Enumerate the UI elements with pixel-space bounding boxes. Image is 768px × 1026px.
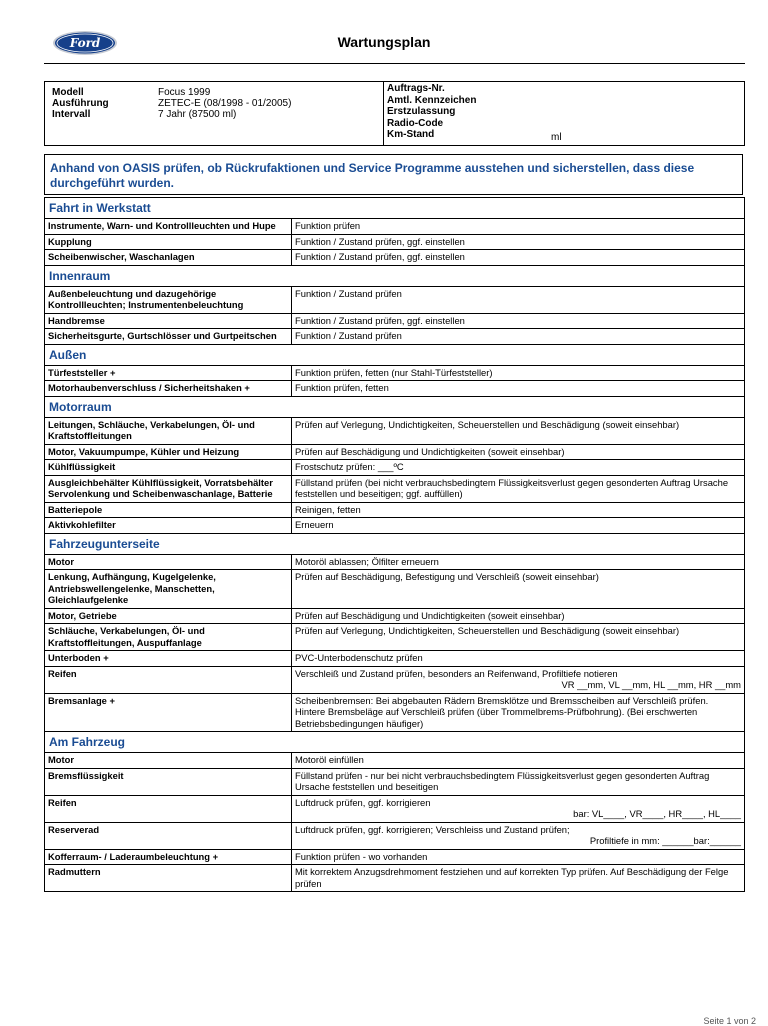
item-cell: Kofferraum- / Laderaumbeleuchtung +: [45, 849, 292, 865]
action-text: Funktion prüfen: [295, 220, 361, 231]
item-cell: Motor, Getriebe: [45, 608, 292, 624]
action-cell: [292, 651, 745, 667]
action-text: Erneuern: [295, 519, 334, 530]
action-text: Luftdruck prüfen, ggf. korrigieren; Verschleiss und Zustand prüfen;: [295, 823, 570, 835]
logo-text: Ford: [69, 36, 101, 50]
order-no-label: Auftrags-Nr.: [387, 83, 445, 94]
section-title: Außen: [45, 344, 745, 365]
item-cell: Kühlflüssigkeit: [45, 460, 292, 476]
action-text: Funktion / Zustand prüfen: [295, 287, 402, 299]
item-cell: Instrumente, Warn- und Kontrollleuchten und Hupe: [45, 219, 292, 235]
page-title: Wartungsplan: [337, 34, 431, 50]
model-label: Modell: [52, 87, 84, 98]
table-row: [45, 365, 745, 381]
table-row: [45, 518, 745, 534]
action-text: Luftdruck prüfen, ggf. korrigieren: [295, 796, 431, 808]
table-row: [45, 502, 745, 518]
measurement-fields: Profiltiefe in mm: ______bar:______: [589, 835, 741, 846]
action-cell: [292, 753, 745, 769]
order-details: [387, 83, 476, 141]
item-cell: Handbremse: [45, 313, 292, 329]
item-cell: Sicherheitsgurte, Gurtschlösser und Gurtpeitschen: [45, 329, 292, 345]
action-cell: [292, 417, 745, 444]
maintenance-table: [44, 197, 745, 892]
version-value: ZETEC-E (08/1998 - 01/2005): [158, 98, 292, 109]
item-cell: Bremsflüssigkeit: [45, 768, 292, 795]
action-text: Funktion prüfen, fetten: [295, 382, 389, 393]
item-cell: Aktivkohlefilter: [45, 518, 292, 534]
section-title: Innenraum: [45, 265, 745, 286]
action-cell: [292, 313, 745, 329]
table-row: [45, 475, 745, 502]
item-cell: Motor: [45, 554, 292, 570]
table-row: [45, 219, 745, 235]
section-header-row: [45, 265, 745, 286]
action-cell: [292, 502, 745, 518]
item-cell: Lenkung, Aufhängung, Kugelgelenke, Antriebswellengelenke, Manschetten, Gleichlaufgelenke: [45, 570, 292, 609]
section-header-row: [45, 533, 745, 554]
item-cell: Reserverad: [45, 822, 292, 849]
action-cell: [292, 518, 745, 534]
recall-notice: Anhand von OASIS prüfen, ob Rückrufaktionen und Service Programme ausstehen und sicherstellen, dass diese durchgeführt wurden.: [44, 154, 743, 195]
first-registration-label: Erstzulassung: [387, 106, 456, 118]
action-cell: [292, 849, 745, 865]
table-row: [45, 250, 745, 266]
section-title: Fahrt in Werkstatt: [45, 198, 745, 219]
header-divider: [44, 63, 745, 64]
table-row: [45, 286, 745, 313]
action-text: Prüfen auf Beschädigung und Undichtigkeiten (soweit einsehbar): [295, 445, 565, 457]
interval-value: 7 Jahr (87500 ml): [158, 109, 237, 120]
action-cell: [292, 554, 745, 570]
action-cell: [292, 286, 745, 313]
measurement-fields: VR __mm, VL __mm, HL __mm, HR __mm: [561, 679, 741, 690]
action-text: Mit korrektem Anzugsdrehmoment festziehen und auf korrekten Typ prüfen. Auf Beschädigung der Felge prüfen: [295, 866, 729, 889]
vehicle-info-box: [44, 81, 745, 146]
item-cell: Reifen: [45, 795, 292, 822]
action-cell: [292, 822, 745, 849]
action-text: Funktion / Zustand prüfen, ggf. einstellen: [295, 314, 465, 326]
action-cell: [292, 381, 745, 397]
action-text: PVC-Unterbodenschutz prüfen: [295, 652, 423, 663]
item-cell: Scheibenwischer, Waschanlagen: [45, 250, 292, 266]
measurement-fields: bar: VL____, VR____, HR____, HL____: [573, 808, 741, 819]
action-text: Füllstand prüfen (bei nicht verbrauchsbedingtem Flüssigkeitsverlust gegen gesonderten Auftrag Ursache feststellen und beseitigen; ggf. auffüllen): [295, 476, 729, 499]
action-text: Frostschutz prüfen: ___ºC: [295, 461, 404, 472]
table-row: [45, 460, 745, 476]
action-cell: [292, 608, 745, 624]
table-row: [45, 329, 745, 345]
item-cell: Kupplung: [45, 234, 292, 250]
item-cell: Leitungen, Schläuche, Verkabelungen, Öl- und Kraftstoffleitungen: [45, 417, 292, 444]
action-cell: [292, 475, 745, 502]
table-row: [45, 234, 745, 250]
km-label: Km-Stand: [387, 129, 435, 141]
action-text: Verschleiß und Zustand prüfen, besonders an Reifenwand, Profiltiefe notieren: [295, 667, 618, 679]
table-row: [45, 608, 745, 624]
model-value: Focus 1999: [158, 87, 211, 98]
table-row: [45, 768, 745, 795]
item-cell: Radmuttern: [45, 865, 292, 892]
radio-code-label: Radio-Code: [387, 117, 444, 129]
vehicle-details: [52, 87, 291, 120]
table-row: [45, 865, 745, 892]
action-cell: [292, 219, 745, 235]
item-cell: Bremsanlage +: [45, 693, 292, 732]
action-cell: [292, 768, 745, 795]
action-text: Funktion / Zustand prüfen, ggf. einstellen: [295, 235, 465, 247]
plate-label: Amtl. Kennzeichen: [387, 94, 477, 106]
section-header-row: [45, 732, 745, 753]
action-text: Funktion / Zustand prüfen: [295, 330, 402, 341]
info-divider: [383, 82, 384, 145]
action-text: Motoröl ablassen; Ölfilter erneuern: [295, 555, 439, 567]
action-cell: [292, 865, 745, 892]
action-cell: [292, 460, 745, 476]
action-cell: [292, 444, 745, 460]
table-row: [45, 624, 745, 651]
table-row: [45, 822, 745, 849]
section-title: Am Fahrzeug: [45, 732, 745, 753]
table-row: [45, 417, 745, 444]
section-header-row: [45, 344, 745, 365]
item-cell: Batteriepole: [45, 502, 292, 518]
section-title: Fahrzeugunterseite: [45, 533, 745, 554]
table-row: [45, 651, 745, 667]
table-row: [45, 795, 745, 822]
page-footer: Seite 1 von 2: [703, 1016, 756, 1026]
version-label: Ausführung: [52, 98, 109, 109]
item-cell: Motor: [45, 753, 292, 769]
action-cell: [292, 250, 745, 266]
section-header-row: [45, 198, 745, 219]
action-text: Füllstand prüfen - nur bei nicht verbrauchsbedingtem Flüssigkeitsverlust gegen gesonderten Auftrag Ursache feststellen und beseitigen: [295, 769, 710, 792]
item-cell: Außenbeleuchtung und dazugehörige Kontrollleuchten; Instrumentenbeleuchtung: [45, 286, 292, 313]
action-cell: [292, 365, 745, 381]
table-row: [45, 570, 745, 609]
table-row: [45, 753, 745, 769]
item-cell: Ausgleichbehälter Kühlflüssigkeit, Vorratsbehälter Servolenkung und Scheibenwaschanlage, Batterie: [45, 475, 292, 502]
table-row: [45, 381, 745, 397]
action-text: Funktion / Zustand prüfen, ggf. einstellen: [295, 251, 465, 262]
action-text: Funktion prüfen, fetten (nur Stahl-Türfeststeller): [295, 366, 493, 378]
item-cell: Schläuche, Verkabelungen, Öl- und Kraftstoffleitungen, Auspuffanlage: [45, 624, 292, 651]
item-cell: Unterboden +: [45, 651, 292, 667]
table-row: [45, 554, 745, 570]
table-row: [45, 666, 745, 693]
action-text: Prüfen auf Beschädigung, Befestigung und Verschleiß (soweit einsehbar): [295, 571, 599, 582]
item-cell: Reifen: [45, 666, 292, 693]
interval-label: Intervall: [52, 109, 91, 120]
action-cell: [292, 234, 745, 250]
action-cell: [292, 693, 745, 732]
action-cell: [292, 329, 745, 345]
table-row: [45, 693, 745, 732]
table-row: [45, 849, 745, 865]
action-text: Reinigen, fetten: [295, 503, 361, 515]
item-cell: Motor, Vakuumpumpe, Kühler und Heizung: [45, 444, 292, 460]
action-text: Prüfen auf Beschädigung und Undichtigkeiten (soweit einsehbar): [295, 609, 565, 621]
section-title: Motorraum: [45, 396, 745, 417]
action-text: Funktion prüfen - wo vorhanden: [295, 850, 428, 862]
km-unit: ml: [551, 132, 562, 143]
item-cell: Türfeststeller +: [45, 365, 292, 381]
action-cell: [292, 570, 745, 609]
action-cell: [292, 624, 745, 651]
action-text: Prüfen auf Verlegung, Undichtigkeiten, Scheuerstellen und Beschädigung (soweit einsehbar): [295, 625, 680, 636]
action-text: Prüfen auf Verlegung, Undichtigkeiten, Scheuerstellen und Beschädigung (soweit einsehbar): [295, 418, 680, 430]
section-header-row: [45, 396, 745, 417]
action-text: Scheibenbremsen: Bei abgebauten Rädern Bremsklötze und Bremsscheiben auf Verschleiß prüfen. Hintere Bremsbeläge auf Verschleiß prüfen (über Trommelbrems-Prüfbohrung). (Bei erschwerten Betriebsbedingungen häufiger): [295, 694, 709, 729]
table-row: [45, 444, 745, 460]
action-text: Motoröl einfüllen: [295, 754, 364, 765]
action-cell: [292, 666, 745, 693]
action-cell: [292, 795, 745, 822]
table-row: [45, 313, 745, 329]
item-cell: Motorhaubenverschluss / Sicherheitshaken +: [45, 381, 292, 397]
